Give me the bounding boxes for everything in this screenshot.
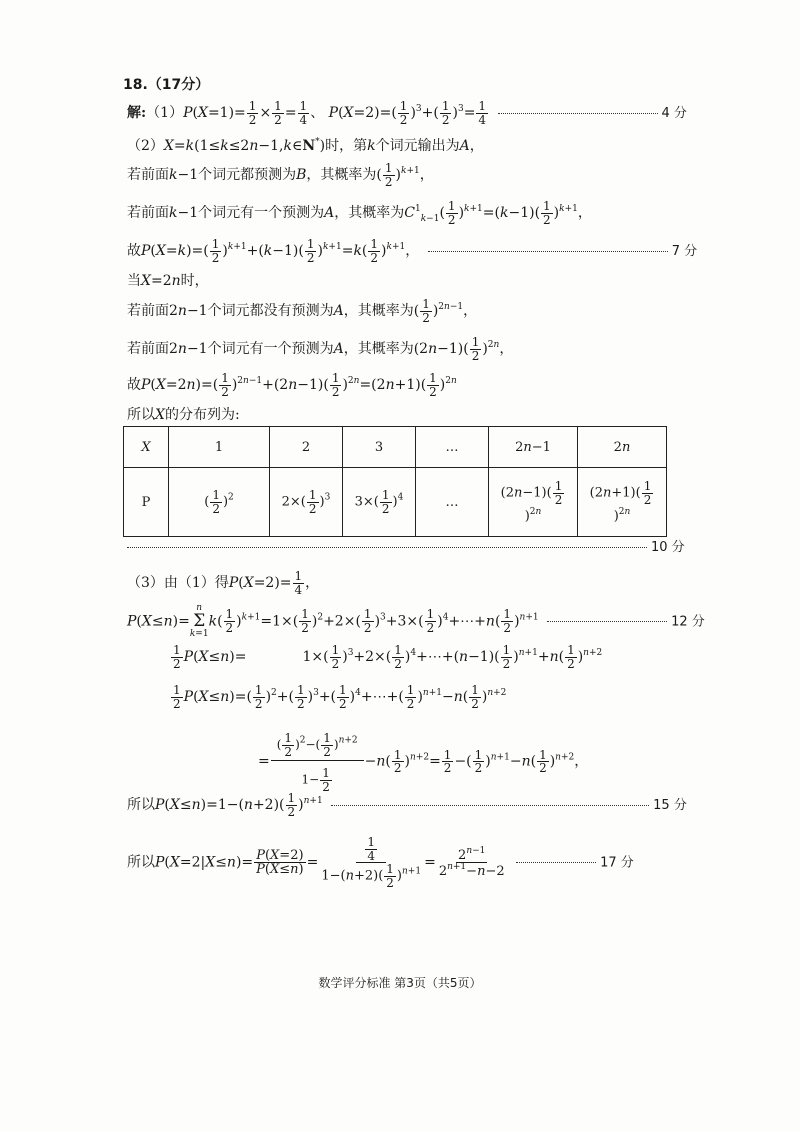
score-12: 12 分 bbox=[671, 614, 705, 630]
table-cell: 3×( $\frac{1}{2}$ )$^4$ bbox=[343, 468, 416, 537]
result-2n-line: 故P(X=2n)=( $\frac{1}{2}$ )$^{2n-1}$+(2n−1)( $\frac{1}{2}$ )$^{2n}$=(2n+1)( $\frac{1}{2}$ )$^{2n}$ bbox=[127, 371, 457, 399]
score-4: 4 分 bbox=[661, 106, 687, 122]
dist-intro: 所以X的分布列为: bbox=[127, 407, 240, 423]
table-cell: 2×( $\frac{1}{2}$ )$^3$ bbox=[270, 468, 343, 537]
distribution-table bbox=[123, 426, 667, 537]
score-15: 15 分 bbox=[653, 798, 687, 814]
conclusion1-line: 所以P(X≤n)=1−(n+2)( $\frac{1}{2}$ )$^{n+1}$ 15 分 bbox=[127, 791, 687, 819]
table-cell: 1 bbox=[169, 427, 270, 468]
table-row-x bbox=[124, 427, 667, 468]
table-cell: P bbox=[124, 468, 169, 537]
part3-intro: （3）由（1）得P(X=2)= $\frac{1}{4}$ ， bbox=[127, 569, 320, 597]
score-17: 17 分 bbox=[600, 855, 634, 871]
case-2n-none-line: 若前面2n−1个词元都没有预测为A，其概率为( $\frac{1}{2}$ )$^{2n-1}$， bbox=[127, 297, 478, 325]
case-2n-one-line: 若前面2n−1个词元有一个预测为A，其概率为(2n−1)( $\frac{1}{2}$ )$^{2n}$， bbox=[127, 335, 514, 363]
sum2-line: $\frac{1}{2}$ P(X≤n)= 1×( $\frac{1}{2}$ )$^3$+2×( $\frac{1}{2}$ )$^4$+⋯+(n−1)( $\frac{1}{2}$ )$^{n+1}$+n( $\frac{1}{2}$ )$^{n+2}$ bbox=[173, 643, 603, 671]
sum1-line: P(X≤n)= n Σ k=1 k( $\frac{1}{2}$ )$^{k+1}$=1×( $\frac{1}{2}$ )$^2$+2×( $\frac{1}{2}$ )$^3$+3×( $\frac{1}{2}$ )$^4$+⋯+n( $\frac{1}{2}$ )$^{n+1}$ 12 分 bbox=[127, 603, 705, 639]
table-row-p bbox=[124, 468, 667, 537]
part2-intro: （2）X=k(1≤k≤2n−1,k∈N*)时，第k个词元输出为A， bbox=[127, 137, 484, 154]
score-10-line bbox=[123, 540, 685, 554]
table-cell: ( $\frac{1}{2}$ )$^2$ bbox=[169, 468, 270, 537]
score-7: 7 分 bbox=[671, 244, 698, 260]
score-10: 10 分 bbox=[651, 540, 685, 555]
when-2n-line: 当X=2n时， bbox=[127, 273, 209, 289]
question-heading: 18.（17分） bbox=[123, 77, 210, 93]
table-cell: (2n+1)( $\frac{1}{2}$ )$^{2n}$ bbox=[578, 468, 667, 537]
conclusion2-line: 所以P(X=2|X≤n)= $\frac{P(X=2)}{P(X\le n)}$ = $\frac{1}{4}$ 1−(n+2)( $\frac{1}{2}$ )$^{n+1}$ = $\frac{2^{n-1}}{2^{n+1}-n-2}$ 17 分 bbox=[127, 835, 634, 890]
sum4-line: = ( $\frac{1}{2}$ )$^2$−( $\frac{1}{2}$ )$^{n+2}$ 1− $\frac{1}{2}$ −n( $\frac{1}{2}$ )$^{n+2}$= $\frac{1}{2}$ −( $\frac{1}{2}$ )$^{n+1}$−n( $\frac{1}{2}$ )$^{n+2}$， bbox=[258, 731, 589, 794]
table-cell: X bbox=[124, 427, 169, 468]
table-cell: 2n bbox=[578, 427, 667, 468]
table-cell: 2 bbox=[270, 427, 343, 468]
sum3-line: $\frac{1}{2}$ P(X≤n)=( $\frac{1}{2}$ )$^2$+( $\frac{1}{2}$ )$^3$+( $\frac{1}{2}$ )$^4$+⋯+( $\frac{1}{2}$ )$^{n+1}$−n( $\frac{1}{2}$ )$^{n+2}$ bbox=[173, 683, 507, 711]
case-a-line: 若前面k−1个词元有一个预测为A，其概率为$C^1_{k-1}$( $\frac{1}{2}$ )$^{k+1}$=(k−1)( $\frac{1}{2}$ )$^{k+1}$， bbox=[127, 199, 592, 227]
solution-label: 解: bbox=[127, 105, 147, 122]
table-cell: … bbox=[416, 427, 489, 468]
table-cell: (2n−1)( $\frac{1}{2}$ )$^{2n}$ bbox=[489, 468, 578, 537]
table-cell: 3 bbox=[343, 427, 416, 468]
page-footer: 数学评分标准 第3页（共5页） bbox=[318, 976, 482, 990]
result-k-line: 故P(X=k)=( $\frac{1}{2}$ )$^{k+1}$+(k−1)( $\frac{1}{2}$ )$^{k+1}$=k( $\frac{1}{2}$ )$^{k+1}$， 7 分 bbox=[127, 237, 698, 265]
table-cell: 2n−1 bbox=[489, 427, 578, 468]
part1-line: 解:（1）P(X=1)= $\frac{1}{2}$ × $\frac{1}{2}$ = $\frac{1}{4}$ 、 P(X=2)=( $\frac{1}{2}$ )$^3$+( $\frac{1}{2}$ )$^3$= $\frac{1}{4}$ 4 分 bbox=[127, 99, 687, 127]
table-cell: … bbox=[416, 468, 489, 537]
case-b-line: 若前面k−1个词元都预测为B，其概率为( $\frac{1}{2}$ )$^{k+1}$， bbox=[127, 161, 434, 189]
